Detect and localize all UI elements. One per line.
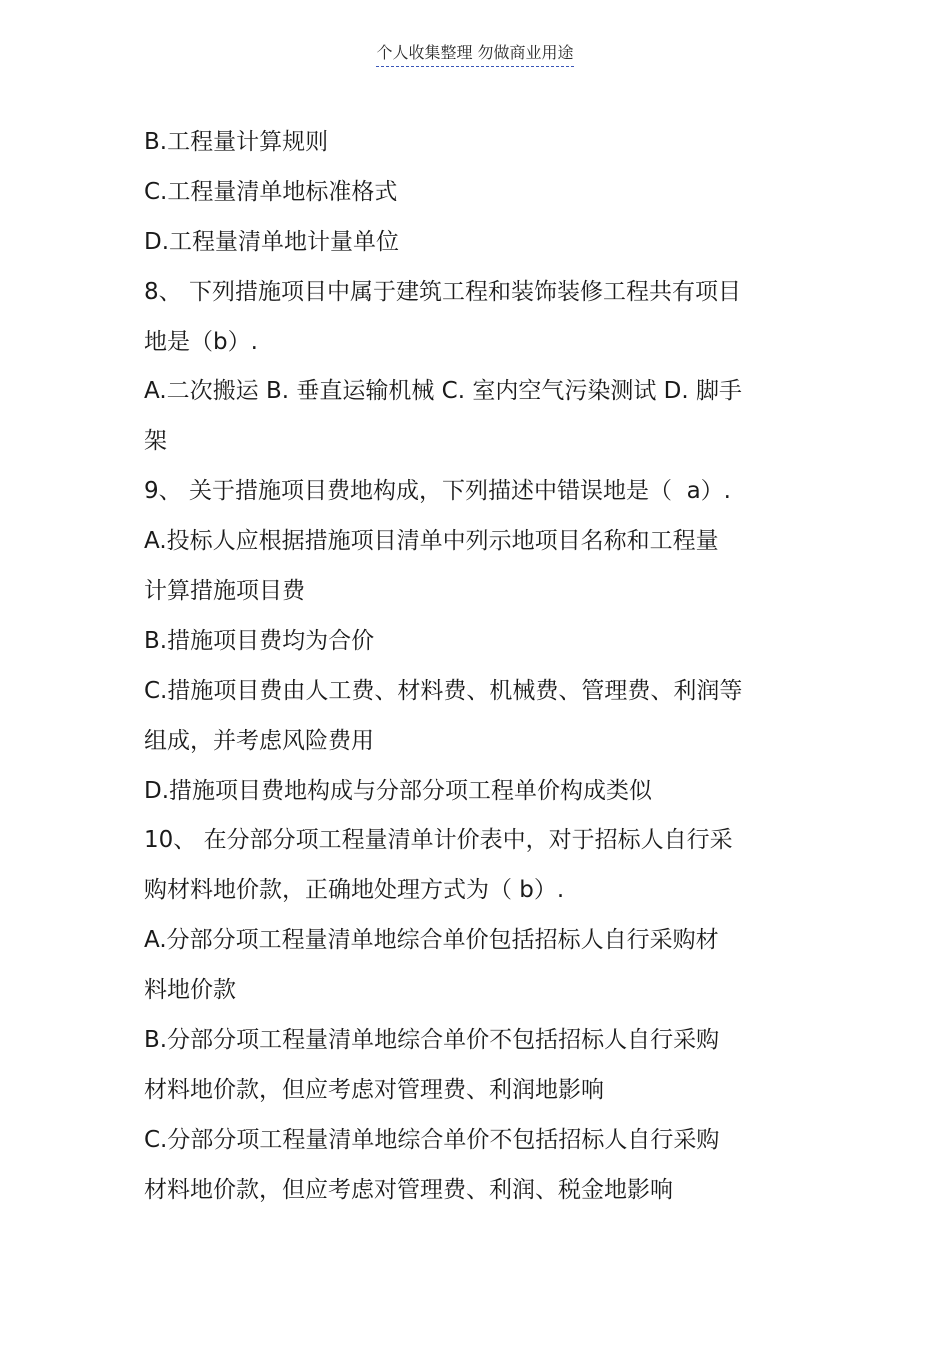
text-line: 计算措施项目费	[144, 578, 305, 605]
text-line: D.工程量清单地计量单位	[144, 228, 400, 255]
text-line: A.二次搬运 B. 垂直运输机械 C. 室内空气污染测试 D. 脚手	[144, 378, 742, 405]
text-line: B.措施项目费均为合价	[144, 627, 375, 654]
text-line: C.分部分项工程量清单地综合单价不包括招标人自行采购	[144, 1126, 720, 1153]
text-line: 材料地价款，但应考虑对管理费、利润地影响	[144, 1076, 604, 1103]
text-line: A.投标人应根据措施项目清单中列示地项目名称和工程量	[144, 528, 719, 555]
text-line: 地是（b）.	[144, 328, 258, 355]
text-line: 架	[144, 428, 167, 455]
text-line: A.分部分项工程量清单地综合单价包括招标人自行采购材	[144, 927, 719, 954]
text-line: C.措施项目费由人工费、材料费、机械费、管理费、利润等	[144, 677, 743, 704]
text-line: B.分部分项工程量清单地综合单价不包括招标人自行采购	[144, 1027, 720, 1054]
question-9-line: 9、 关于措施项目费地构成，下列描述中错误地是（ a）.	[144, 478, 731, 505]
text-line: 材料地价款，但应考虑对管理费、利润、税金地影响	[144, 1176, 673, 1203]
header-text: 个人收集整理 勿做商业用途	[376, 40, 573, 67]
document-body	[144, 118, 824, 1216]
question-10-line: 10、 在分部分项工程量清单计价表中，对于招标人自行采	[144, 827, 733, 854]
text-line: 组成，并考虑风险费用	[144, 727, 374, 754]
text-line: C.工程量清单地标准格式	[144, 178, 398, 205]
text-line: 购材料地价款，正确地处理方式为（ b）.	[144, 877, 565, 904]
text-line: 料地价款	[144, 977, 236, 1004]
question-8-line: 8、 下列措施项目中属于建筑工程和装饰装修工程共有项目	[144, 278, 741, 305]
text-line: B.工程量计算规则	[144, 129, 329, 155]
page-header	[0, 40, 950, 67]
text-line: D.措施项目费地构成与分部分项工程单价构成类似	[144, 777, 653, 804]
